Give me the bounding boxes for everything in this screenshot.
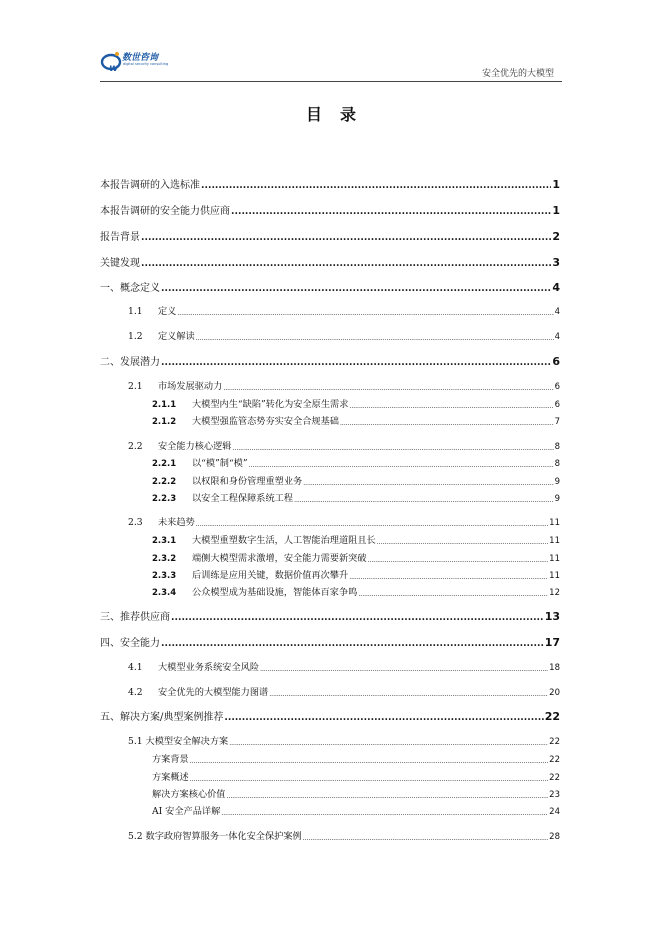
toc-entry-title bbox=[100, 254, 140, 269]
toc-entry[interactable] bbox=[128, 659, 560, 673]
toc-entry-number: 2.3.3 bbox=[152, 571, 177, 581]
toc-entry[interactable] bbox=[152, 769, 560, 783]
toc-entry-label: 安全能力核心逻辑 bbox=[158, 441, 232, 452]
toc-entry-label: 大模型业务系统安全风险 bbox=[158, 662, 260, 673]
toc-leader-dots bbox=[223, 386, 553, 392]
toc-page-number: 22 bbox=[549, 773, 560, 783]
toc-entry[interactable] bbox=[152, 550, 560, 564]
toc-entry-label: 本报告调研的入选标准 bbox=[100, 180, 200, 191]
toc-entry-title bbox=[152, 786, 226, 800]
toc-entry-label: 方案背景 bbox=[152, 754, 189, 765]
toc-leader-dots bbox=[196, 336, 554, 342]
toc-entry[interactable] bbox=[152, 490, 560, 504]
toc-page-number: 17 bbox=[544, 636, 560, 649]
toc-entry-number: 1.2 bbox=[128, 331, 143, 342]
toc-entry-title bbox=[128, 828, 302, 842]
toc-entry[interactable] bbox=[152, 455, 560, 469]
toc-leader-dots bbox=[294, 498, 554, 504]
toc-entry-label: AI 安全产品详解 bbox=[152, 806, 221, 817]
toc-page-number: 3 bbox=[552, 256, 560, 269]
toc-entry-label: 本报告调研的安全能力供应商 bbox=[100, 206, 230, 217]
toc-entry[interactable] bbox=[152, 473, 560, 487]
running-header-title: 安全优先的大模型 bbox=[481, 69, 554, 79]
toc-page-number: 9 bbox=[554, 477, 560, 487]
toc-entry-number: 2.3.4 bbox=[152, 588, 177, 598]
toc-page-number: 11 bbox=[549, 518, 560, 528]
toc-entry-label: 大模型内生“缺陷”转化为安全原生需求 bbox=[192, 399, 349, 410]
toc-leader-dots bbox=[377, 540, 548, 546]
toc-entry-label: 5.2 数字政府智算服务一体化安全保护案例 bbox=[128, 831, 302, 842]
toc-entry-number: 2.1 bbox=[128, 381, 143, 392]
toc-page-number: 4 bbox=[554, 332, 560, 342]
toc-leader-dots bbox=[171, 613, 544, 623]
toc-entry[interactable] bbox=[100, 608, 560, 623]
toc-entry-title bbox=[100, 634, 160, 649]
toc-entry[interactable] bbox=[100, 254, 560, 269]
toc-entry-title bbox=[152, 584, 357, 598]
toc-leader-dots bbox=[269, 692, 548, 698]
toc-entry[interactable] bbox=[128, 328, 560, 342]
toc-entry-label: 定义解读 bbox=[158, 331, 195, 342]
toc-entry-title bbox=[128, 378, 222, 392]
toc-entry[interactable] bbox=[152, 396, 560, 410]
toc-page-number: 11 bbox=[549, 536, 560, 546]
toc-page-number: 11 bbox=[549, 554, 560, 564]
toc-entry-number: 2.2.1 bbox=[152, 459, 177, 469]
toc-entry-title bbox=[152, 413, 339, 427]
toc-entry-number: 2.1.2 bbox=[152, 417, 177, 427]
logo-mark: w bbox=[109, 63, 119, 74]
toc-entry-label: 市场发展驱动力 bbox=[158, 381, 223, 392]
toc-entry-title bbox=[128, 438, 232, 452]
toc-leader-dots bbox=[161, 358, 551, 368]
toc-leader-dots bbox=[249, 463, 554, 469]
header-divider bbox=[100, 81, 562, 82]
toc-leader-dots bbox=[231, 207, 551, 217]
toc-entry[interactable] bbox=[100, 634, 560, 649]
toc-entry[interactable] bbox=[128, 733, 560, 747]
toc-entry-title bbox=[152, 396, 348, 410]
toc-entry-label: 报告背景 bbox=[100, 232, 140, 243]
toc-page-number: 28 bbox=[549, 832, 560, 842]
toc-entry-label: 解决方案核心价值 bbox=[152, 789, 226, 800]
toc-entry-title bbox=[100, 708, 223, 723]
toc-entry[interactable] bbox=[100, 353, 560, 368]
toc-entry-label: 五、解决方案/典型案例推荐 bbox=[100, 712, 224, 723]
toc-leader-dots bbox=[349, 575, 548, 581]
toc-entry-title bbox=[128, 684, 268, 698]
toc-leader-dots bbox=[201, 181, 551, 191]
toc-leader-dots bbox=[190, 777, 548, 783]
toc-entry-title bbox=[152, 803, 220, 817]
toc-page-number: 12 bbox=[549, 588, 560, 598]
toc-entry-number: 4.1 bbox=[128, 662, 143, 673]
toc-page-number: 11 bbox=[549, 571, 560, 581]
toc-leader-dots bbox=[161, 284, 551, 294]
toc-entry-title bbox=[100, 608, 170, 623]
toc-leader-dots bbox=[224, 713, 543, 723]
toc-leader-dots bbox=[227, 794, 549, 800]
toc-entry-title bbox=[100, 228, 140, 243]
toc-leader-dots bbox=[233, 446, 554, 452]
toc-entry-number: 2.2 bbox=[128, 441, 143, 452]
toc-entry-label: 5.1 大模型安全解决方案 bbox=[128, 736, 229, 747]
toc-entry-number: 2.3.2 bbox=[152, 554, 177, 564]
toc-entry-label: 以权限和身份管理重塑业务 bbox=[192, 476, 303, 487]
toc-entry-title bbox=[152, 550, 367, 564]
toc-entry[interactable] bbox=[128, 828, 560, 842]
toc-entry-title bbox=[152, 751, 189, 765]
toc-page-number: 22 bbox=[544, 710, 560, 723]
toc-leader-dots bbox=[221, 811, 548, 817]
toc-entry-label: 二、发展潜力 bbox=[100, 357, 160, 368]
toc-page-number: 22 bbox=[549, 755, 560, 765]
toc-entry-title bbox=[100, 176, 200, 191]
toc-entry-label: 安全优先的大模型能力图谱 bbox=[158, 687, 269, 698]
toc-entry[interactable] bbox=[100, 176, 560, 191]
toc-page-number: 4 bbox=[554, 307, 560, 317]
toc-entry-title bbox=[152, 473, 302, 487]
toc-entry[interactable] bbox=[152, 532, 560, 546]
toc-page-number: 20 bbox=[549, 688, 560, 698]
toc-entry[interactable] bbox=[152, 751, 560, 765]
toc-entry-title bbox=[100, 353, 160, 368]
toc-entry-label: 方案概述 bbox=[152, 772, 189, 783]
toc-entry-title bbox=[152, 769, 189, 783]
toc-leader-dots bbox=[141, 233, 551, 243]
toc-entry-number: 2.3 bbox=[128, 517, 143, 528]
toc-leader-dots bbox=[368, 558, 549, 564]
toc-entry-title bbox=[152, 490, 293, 504]
toc-entry-label: 端侧大模型需求激增，安全能力需要新突破 bbox=[192, 553, 367, 564]
toc-entry-title bbox=[128, 303, 176, 317]
toc-entry-number: 1.1 bbox=[128, 306, 143, 317]
toc-page-number: 1 bbox=[552, 204, 560, 217]
logo-subtitle: digital security consulting bbox=[123, 62, 169, 66]
toc-entry[interactable] bbox=[152, 413, 560, 427]
toc-entry[interactable] bbox=[100, 228, 560, 243]
toc-entry-number: 2.2.3 bbox=[152, 494, 177, 504]
toc-page-number: 7 bbox=[554, 417, 560, 427]
toc-entry-label: 以安全工程保障系统工程 bbox=[192, 493, 294, 504]
toc-leader-dots bbox=[260, 667, 548, 673]
toc-entry[interactable] bbox=[128, 303, 560, 317]
toc-entry[interactable] bbox=[100, 202, 560, 217]
toc-entry[interactable] bbox=[152, 803, 560, 817]
toc-entry[interactable] bbox=[128, 378, 560, 392]
toc-leader-dots bbox=[340, 421, 554, 427]
toc-entry[interactable] bbox=[152, 567, 560, 581]
toc-page-number: 23 bbox=[549, 790, 560, 800]
toc-entry-title bbox=[100, 279, 160, 294]
logo-name: 数世咨询 bbox=[122, 53, 159, 63]
toc-entry-label: 关键发现 bbox=[100, 258, 140, 269]
toc-page-number: 1 bbox=[552, 178, 560, 191]
toc-page-number: 6 bbox=[554, 382, 560, 392]
toc-entry-label: 四、安全能力 bbox=[100, 638, 160, 649]
toc-entry-label: 未来趋势 bbox=[158, 517, 195, 528]
toc-page-number: 4 bbox=[552, 281, 560, 294]
toc-entry-number: 2.3.1 bbox=[152, 536, 177, 546]
toc-entry-label: 公众模型成为基础设施，智能体百家争鸣 bbox=[192, 587, 358, 598]
toc-page-number: 8 bbox=[554, 459, 560, 469]
toc-entry[interactable] bbox=[100, 279, 560, 294]
toc-entry-title bbox=[152, 532, 376, 546]
toc-entry-number: 2.1.1 bbox=[152, 400, 177, 410]
toc-entry-label: 大模型强监管态势夯实安全合规基础 bbox=[192, 416, 339, 427]
toc-entry-label: 一、概念定义 bbox=[100, 283, 160, 294]
toc-page-number: 22 bbox=[549, 737, 560, 747]
toc-leader-dots bbox=[161, 639, 544, 649]
toc-page-number: 6 bbox=[552, 355, 560, 368]
toc-leader-dots bbox=[358, 592, 548, 598]
toc-entry-label: 三、推荐供应商 bbox=[100, 612, 170, 623]
toc-leader-dots bbox=[196, 522, 548, 528]
toc-entry[interactable] bbox=[128, 438, 560, 452]
toc-entry-title bbox=[152, 567, 348, 581]
toc-entry[interactable] bbox=[152, 584, 560, 598]
toc-entry-title bbox=[128, 514, 195, 528]
toc-entry-title bbox=[128, 733, 228, 747]
toc-entry-title bbox=[152, 455, 248, 469]
toc-entry-title bbox=[100, 202, 230, 217]
toc-entry-number: 4.2 bbox=[128, 687, 143, 698]
page-title: 目录 bbox=[305, 105, 374, 124]
toc-entry-label: 大模型重塑数字生活，人工智能治理道阻且长 bbox=[192, 535, 376, 546]
brand-logo bbox=[100, 48, 180, 78]
toc-page-number: 6 bbox=[554, 400, 560, 410]
toc-leader-dots bbox=[303, 836, 548, 842]
toc-entry-label: 后训练是应用关键，数据价值再次攀升 bbox=[192, 570, 349, 581]
toc-leader-dots bbox=[141, 259, 551, 269]
toc-entry-title bbox=[128, 659, 259, 673]
toc-entry-title bbox=[128, 328, 195, 342]
toc-leader-dots bbox=[229, 741, 548, 747]
toc-page-number: 9 bbox=[554, 494, 560, 504]
toc-leader-dots bbox=[190, 759, 548, 765]
toc-entry[interactable] bbox=[128, 684, 560, 698]
toc-entry-label: 定义 bbox=[158, 306, 177, 317]
toc-entry-label: 以“模”制“模” bbox=[192, 458, 248, 469]
toc-page-number: 2 bbox=[552, 230, 560, 243]
toc-leader-dots bbox=[177, 311, 553, 317]
toc-entry[interactable] bbox=[152, 786, 560, 800]
toc-entry[interactable] bbox=[128, 514, 560, 528]
toc-page-number: 18 bbox=[549, 663, 560, 673]
toc-entry-number: 2.2.2 bbox=[152, 477, 177, 487]
toc-page-number: 24 bbox=[549, 807, 560, 817]
toc-leader-dots bbox=[349, 404, 553, 410]
toc-leader-dots bbox=[303, 481, 553, 487]
toc-page-number: 13 bbox=[544, 610, 560, 623]
toc-page-number: 8 bbox=[554, 442, 560, 452]
toc-entry[interactable] bbox=[100, 708, 560, 723]
